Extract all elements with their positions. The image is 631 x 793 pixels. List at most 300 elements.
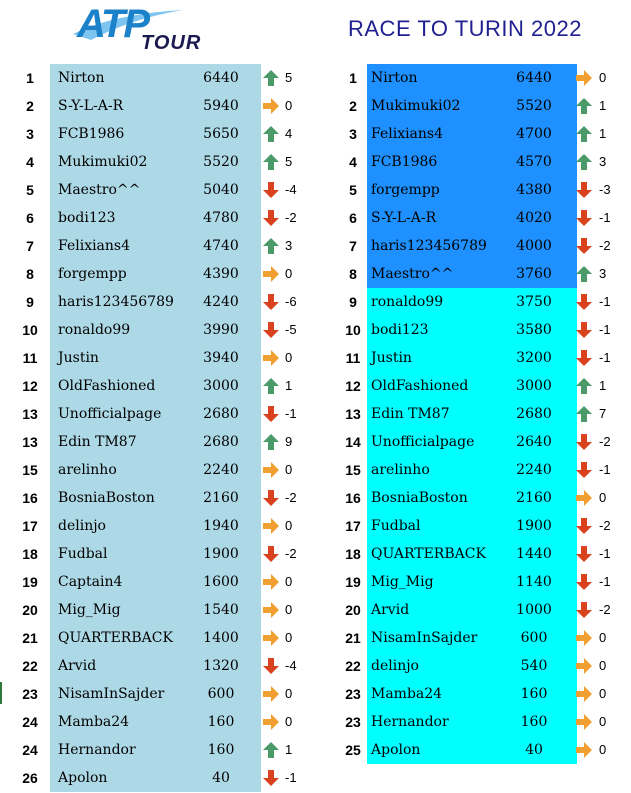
position-change-cell: 5 <box>285 154 293 169</box>
rank-cell: 18 <box>22 546 38 562</box>
position-change-cell: -2 <box>285 490 297 505</box>
table-row <box>0 316 310 344</box>
table-row <box>323 344 631 372</box>
table-row <box>0 428 310 456</box>
arrow-up-icon <box>575 153 593 171</box>
position-change-cell: -2 <box>599 518 611 533</box>
rank-cell: 7 <box>349 238 357 254</box>
table-row <box>0 764 310 792</box>
rank-cell: 20 <box>345 602 361 618</box>
arrow-up-icon <box>262 125 280 143</box>
arrow-right-icon <box>262 713 280 731</box>
rank-cell: 13 <box>22 406 38 422</box>
rank-cell: 23 <box>345 714 361 730</box>
points-cell: 4780 <box>203 210 239 226</box>
player-name-cell: Edin TM87 <box>371 406 450 422</box>
position-change-cell: 5 <box>285 70 293 85</box>
rank-cell: 15 <box>22 462 38 478</box>
points-cell: 4240 <box>203 294 239 310</box>
table-row <box>0 260 310 288</box>
rank-cell: 1 <box>349 70 357 86</box>
position-change-cell: 1 <box>285 378 293 393</box>
table-row <box>323 372 631 400</box>
player-name-cell: delinjo <box>58 518 106 534</box>
arrow-down-icon <box>262 545 280 563</box>
rank-cell: 16 <box>345 490 361 506</box>
table-row <box>0 484 310 512</box>
points-cell: 4570 <box>516 154 552 170</box>
points-cell: 4740 <box>203 238 239 254</box>
table-row <box>323 596 631 624</box>
position-change-cell: -5 <box>285 322 297 337</box>
table-row <box>0 568 310 596</box>
player-name-cell: FCB1986 <box>371 154 438 170</box>
position-change-cell: -1 <box>599 350 611 365</box>
position-change-cell: 7 <box>599 406 607 421</box>
table-row <box>323 316 631 344</box>
rank-cell: 17 <box>345 518 361 534</box>
points-cell: 1320 <box>203 658 239 674</box>
position-change-cell: -1 <box>599 574 611 589</box>
table-row <box>323 428 631 456</box>
points-cell: 600 <box>207 686 235 702</box>
position-change-cell: -2 <box>599 602 611 617</box>
arrow-up-icon <box>262 237 280 255</box>
table-row <box>0 64 310 92</box>
points-cell: 1900 <box>516 518 552 534</box>
player-name-cell: BosniaBoston <box>58 490 155 506</box>
arrow-down-icon <box>575 433 593 451</box>
arrow-down-icon <box>575 573 593 591</box>
player-name-cell: Captain4 <box>58 574 123 590</box>
rank-cell: 12 <box>22 378 38 394</box>
table-row <box>0 288 310 316</box>
points-cell: 3200 <box>516 350 552 366</box>
rank-cell: 24 <box>22 742 38 758</box>
points-cell: 160 <box>207 714 235 730</box>
rank-cell: 18 <box>345 546 361 562</box>
points-cell: 1600 <box>203 574 239 590</box>
rank-cell: 16 <box>22 490 38 506</box>
player-name-cell: forgempp <box>58 266 127 282</box>
position-change-cell: 0 <box>285 714 293 729</box>
arrow-up-icon <box>262 377 280 395</box>
table-row <box>323 708 631 736</box>
position-change-cell: 0 <box>599 70 607 85</box>
table-row <box>323 176 631 204</box>
points-cell: 5520 <box>516 98 552 114</box>
table-row <box>0 120 310 148</box>
points-cell: 5520 <box>203 154 239 170</box>
points-cell: 4390 <box>203 266 239 282</box>
rank-cell: 23 <box>345 686 361 702</box>
points-cell: 3580 <box>516 322 552 338</box>
row-marker <box>0 682 2 704</box>
arrow-down-icon <box>262 489 280 507</box>
table-row <box>323 204 631 232</box>
position-change-cell: 0 <box>285 574 293 589</box>
rank-cell: 12 <box>345 378 361 394</box>
position-change-cell: 0 <box>599 658 607 673</box>
points-cell: 540 <box>520 658 548 674</box>
player-name-cell: OldFashioned <box>58 378 156 394</box>
table-row <box>323 232 631 260</box>
player-name-cell: Hernandor <box>58 742 136 758</box>
table-row <box>323 456 631 484</box>
position-change-cell: 0 <box>285 266 293 281</box>
player-name-cell: Maestro^^ <box>58 182 141 198</box>
rank-cell: 8 <box>26 266 34 282</box>
player-name-cell: QUARTERBACK <box>58 630 173 646</box>
position-change-cell: -2 <box>599 434 611 449</box>
points-cell: 40 <box>525 742 543 758</box>
rank-cell: 17 <box>22 518 38 534</box>
arrow-right-icon <box>575 657 593 675</box>
position-change-cell: -6 <box>285 294 297 309</box>
arrow-down-icon <box>575 601 593 619</box>
table-row <box>0 736 310 764</box>
position-change-cell: -2 <box>285 210 297 225</box>
table-row <box>323 512 631 540</box>
points-cell: 4000 <box>516 238 552 254</box>
rank-cell: 10 <box>345 322 361 338</box>
table-row <box>323 64 631 92</box>
arrow-down-icon <box>575 293 593 311</box>
arrow-down-icon <box>575 181 593 199</box>
position-change-cell: 4 <box>285 126 293 141</box>
points-cell: 2240 <box>516 462 552 478</box>
points-cell: 2160 <box>203 490 239 506</box>
rank-cell: 5 <box>26 182 34 198</box>
table-row <box>0 232 310 260</box>
position-change-cell: 0 <box>285 98 293 113</box>
arrow-down-icon <box>575 209 593 227</box>
points-cell: 3990 <box>203 322 239 338</box>
points-cell: 1540 <box>203 602 239 618</box>
rank-cell: 4 <box>26 154 34 170</box>
table-row <box>323 400 631 428</box>
table-row <box>323 540 631 568</box>
rank-cell: 3 <box>349 126 357 142</box>
position-change-cell: -1 <box>599 546 611 561</box>
position-change-cell: 3 <box>599 266 607 281</box>
points-cell: 600 <box>520 630 548 646</box>
position-change-cell: -3 <box>599 182 611 197</box>
player-name-cell: haris123456789 <box>371 238 487 254</box>
rank-cell: 2 <box>349 98 357 114</box>
rank-cell: 20 <box>22 602 38 618</box>
player-name-cell: Mamba24 <box>371 686 443 702</box>
rank-cell: 5 <box>349 182 357 198</box>
logo-atp-text: ATP <box>77 2 149 46</box>
position-change-cell: 0 <box>599 714 607 729</box>
arrow-right-icon <box>575 629 593 647</box>
points-cell: 4700 <box>516 126 552 142</box>
arrow-up-icon <box>575 125 593 143</box>
table-row <box>0 596 310 624</box>
rank-cell: 24 <box>22 714 38 730</box>
player-name-cell: ronaldo99 <box>58 322 131 338</box>
arrow-down-icon <box>575 517 593 535</box>
points-cell: 160 <box>207 742 235 758</box>
arrow-up-icon <box>575 97 593 115</box>
player-name-cell: S-Y-L-A-R <box>58 98 124 114</box>
points-cell: 5940 <box>203 98 239 114</box>
points-cell: 5650 <box>203 126 239 142</box>
player-name-cell: arelinho <box>371 462 430 478</box>
position-change-cell: 9 <box>285 434 293 449</box>
arrow-right-icon <box>575 741 593 759</box>
arrow-right-icon <box>575 489 593 507</box>
points-cell: 2240 <box>203 462 239 478</box>
position-change-cell: -1 <box>285 770 297 785</box>
table-row <box>0 680 310 708</box>
arrow-down-icon <box>262 321 280 339</box>
arrow-down-icon <box>575 237 593 255</box>
player-name-cell: QUARTERBACK <box>371 546 486 562</box>
points-cell: 2680 <box>516 406 552 422</box>
player-name-cell: Fudbal <box>371 518 421 534</box>
player-name-cell: Edin TM87 <box>58 434 137 450</box>
player-name-cell: OldFashioned <box>371 378 469 394</box>
player-name-cell: Unofficialpage <box>58 406 162 422</box>
rank-cell: 3 <box>26 126 34 142</box>
position-change-cell: 0 <box>599 630 607 645</box>
rank-cell: 19 <box>22 574 38 590</box>
arrow-up-icon <box>262 153 280 171</box>
arrow-right-icon <box>262 629 280 647</box>
player-name-cell: Nirton <box>371 70 418 86</box>
arrow-right-icon <box>262 685 280 703</box>
rank-cell: 13 <box>345 406 361 422</box>
points-cell: 3750 <box>516 294 552 310</box>
arrow-right-icon <box>575 713 593 731</box>
position-change-cell: 0 <box>285 462 293 477</box>
table-row <box>323 288 631 316</box>
points-cell: 3760 <box>516 266 552 282</box>
player-name-cell: NisamInSajder <box>371 630 478 646</box>
arrow-down-icon <box>262 769 280 787</box>
rank-cell: 14 <box>345 434 361 450</box>
arrow-down-icon <box>575 349 593 367</box>
position-change-cell: 3 <box>599 154 607 169</box>
table-row <box>0 372 310 400</box>
points-cell: 4380 <box>516 182 552 198</box>
rank-cell: 26 <box>22 770 38 786</box>
rank-cell: 19 <box>345 574 361 590</box>
table-row <box>323 652 631 680</box>
player-name-cell: FCB1986 <box>58 126 125 142</box>
player-name-cell: Mig_Mig <box>58 602 121 618</box>
player-name-cell: delinjo <box>371 658 419 674</box>
rank-cell: 11 <box>22 350 38 366</box>
position-change-cell: -1 <box>599 210 611 225</box>
points-cell: 3000 <box>203 378 239 394</box>
player-name-cell: BosniaBoston <box>371 490 468 506</box>
points-cell: 1400 <box>203 630 239 646</box>
points-cell: 3940 <box>203 350 239 366</box>
rank-cell: 7 <box>26 238 34 254</box>
player-name-cell: ronaldo99 <box>371 294 444 310</box>
arrow-right-icon <box>262 601 280 619</box>
table-row <box>0 512 310 540</box>
table-row <box>323 484 631 512</box>
arrow-down-icon <box>262 293 280 311</box>
arrow-right-icon <box>262 461 280 479</box>
player-name-cell: arelinho <box>58 462 117 478</box>
table-row <box>323 624 631 652</box>
points-cell: 2160 <box>516 490 552 506</box>
player-name-cell: Felixians4 <box>58 238 131 254</box>
position-change-cell: 1 <box>599 98 607 113</box>
player-name-cell: Apolon <box>58 770 108 786</box>
position-change-cell: 3 <box>285 238 293 253</box>
player-name-cell: Felixians4 <box>371 126 444 142</box>
arrow-down-icon <box>262 209 280 227</box>
table-row <box>0 176 310 204</box>
rank-cell: 9 <box>349 294 357 310</box>
arrow-down-icon <box>575 461 593 479</box>
arrow-right-icon <box>262 517 280 535</box>
points-cell: 5040 <box>203 182 239 198</box>
position-change-cell: 0 <box>285 630 293 645</box>
arrow-up-icon <box>262 433 280 451</box>
arrow-down-icon <box>575 321 593 339</box>
table-row <box>0 652 310 680</box>
logo-tour-text: TOUR <box>141 32 202 54</box>
rank-cell: 8 <box>349 266 357 282</box>
position-change-cell: 1 <box>599 378 607 393</box>
player-name-cell: Mamba24 <box>58 714 130 730</box>
arrow-up-icon <box>575 377 593 395</box>
points-cell: 6440 <box>203 70 239 86</box>
points-cell: 1000 <box>516 602 552 618</box>
rank-cell: 10 <box>22 322 38 338</box>
rank-cell: 6 <box>26 210 34 226</box>
position-change-cell: 0 <box>599 686 607 701</box>
rank-cell: 21 <box>345 630 361 646</box>
table-row <box>323 92 631 120</box>
points-cell: 2640 <box>516 434 552 450</box>
player-name-cell: Maestro^^ <box>371 266 454 282</box>
arrow-down-icon <box>575 545 593 563</box>
points-cell: 1440 <box>516 546 552 562</box>
table-row <box>0 540 310 568</box>
position-change-cell: -1 <box>285 406 297 421</box>
points-cell: 3000 <box>516 378 552 394</box>
arrow-up-icon <box>575 265 593 283</box>
position-change-cell: 1 <box>599 126 607 141</box>
points-cell: 2680 <box>203 406 239 422</box>
table-row <box>0 92 310 120</box>
table-row <box>0 624 310 652</box>
position-change-cell: 0 <box>285 350 293 365</box>
position-change-cell: -1 <box>599 294 611 309</box>
arrow-up-icon <box>575 405 593 423</box>
table-row <box>0 708 310 736</box>
points-cell: 1900 <box>203 546 239 562</box>
table-row <box>323 120 631 148</box>
rank-cell: 25 <box>345 742 361 758</box>
points-cell: 160 <box>520 714 548 730</box>
table-row <box>323 568 631 596</box>
player-name-cell: NisamInSajder <box>58 686 165 702</box>
rank-cell: 2 <box>26 98 34 114</box>
player-name-cell: Nirton <box>58 70 105 86</box>
arrow-down-icon <box>262 405 280 423</box>
points-cell: 1940 <box>203 518 239 534</box>
player-name-cell: Apolon <box>371 742 421 758</box>
position-change-cell: -2 <box>285 546 297 561</box>
table-row <box>323 736 631 764</box>
points-cell: 160 <box>520 686 548 702</box>
points-cell: 1140 <box>516 574 552 590</box>
position-change-cell: -1 <box>599 322 611 337</box>
rank-cell: 9 <box>26 294 34 310</box>
position-change-cell: 0 <box>599 742 607 757</box>
arrow-down-icon <box>262 181 280 199</box>
arrow-right-icon <box>262 573 280 591</box>
points-cell: 2680 <box>203 434 239 450</box>
table-row <box>0 400 310 428</box>
rank-cell: 1 <box>26 70 34 86</box>
page-title: RACE TO TURIN 2022 <box>348 16 582 41</box>
arrow-up-icon <box>262 741 280 759</box>
arrow-right-icon <box>262 265 280 283</box>
player-name-cell: Hernandor <box>371 714 449 730</box>
rank-cell: 13 <box>22 434 38 450</box>
table-row <box>0 204 310 232</box>
rank-cell: 15 <box>345 462 361 478</box>
player-name-cell: bodi123 <box>371 322 429 338</box>
table-row <box>0 456 310 484</box>
rank-cell: 23 <box>22 686 38 702</box>
points-cell: 4020 <box>516 210 552 226</box>
player-name-cell: Justin <box>371 350 412 366</box>
rank-cell: 4 <box>349 154 357 170</box>
arrow-right-icon <box>575 685 593 703</box>
table-row <box>0 344 310 372</box>
rank-cell: 22 <box>345 658 361 674</box>
rank-cell: 22 <box>22 658 38 674</box>
arrow-right-icon <box>262 97 280 115</box>
table-row <box>0 148 310 176</box>
position-change-cell: -4 <box>285 182 297 197</box>
rank-cell: 6 <box>349 210 357 226</box>
position-change-cell: 0 <box>599 490 607 505</box>
position-change-cell: 0 <box>285 518 293 533</box>
arrow-down-icon <box>262 657 280 675</box>
position-change-cell: 0 <box>285 686 293 701</box>
arrow-right-icon <box>575 69 593 87</box>
position-change-cell: -2 <box>599 238 611 253</box>
table-row <box>323 260 631 288</box>
player-name-cell: Mukimuki02 <box>58 154 148 170</box>
player-name-cell: Justin <box>58 350 99 366</box>
player-name-cell: Mig_Mig <box>371 574 434 590</box>
position-change-cell: 0 <box>285 602 293 617</box>
points-cell: 6440 <box>516 70 552 86</box>
position-change-cell: -4 <box>285 658 297 673</box>
rank-cell: 11 <box>345 350 361 366</box>
position-change-cell: -1 <box>599 462 611 477</box>
player-name-cell: forgempp <box>371 182 440 198</box>
atp-tour-logo <box>73 4 233 54</box>
player-name-cell: Unofficialpage <box>371 434 475 450</box>
points-cell: 40 <box>212 770 230 786</box>
table-row <box>323 148 631 176</box>
player-name-cell: S-Y-L-A-R <box>371 210 437 226</box>
